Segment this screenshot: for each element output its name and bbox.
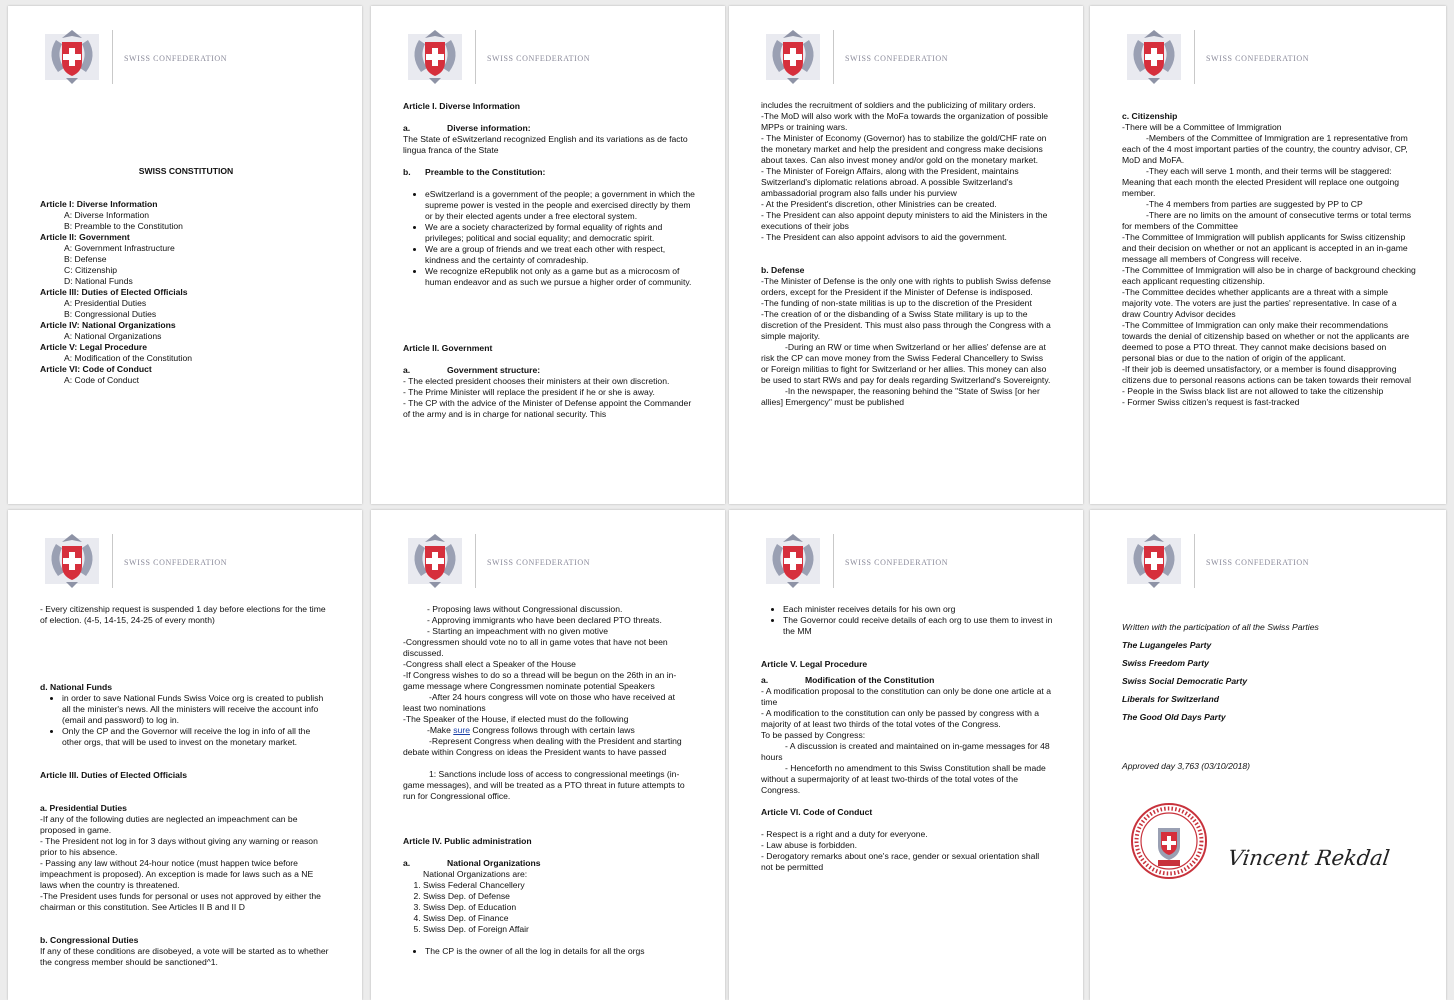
party-name: Swiss Freedom Party bbox=[1122, 658, 1209, 668]
paragraph: - The Prime Minister will replace the president if he or she is away. bbox=[403, 387, 655, 397]
page-header bbox=[763, 530, 1063, 600]
header-text: SWISS CONFEDERATION bbox=[1206, 54, 1310, 63]
approval-date: Approved day 3,763 (03/10/2018) bbox=[1122, 761, 1251, 771]
section-heading: National Organizations bbox=[447, 858, 541, 868]
paragraph: -If any of the following duties are neglected an impeachment can be proposed in game. bbox=[40, 814, 298, 835]
toc-item: A: Presidential Duties bbox=[64, 298, 147, 308]
section-heading: Modification of the Constitution bbox=[805, 675, 935, 685]
list-item: • Only the CP and the Governor will receive the log in info of all the other orgs, that will be used to invest on the monetary market. bbox=[62, 726, 332, 748]
paragraph: If any of these conditions are disobeyed, a vote will be started as to whether the congress member should be sanctioned^1. bbox=[40, 946, 329, 967]
paragraph: To be passed by Congress: bbox=[761, 730, 866, 740]
section-heading: b. Congressional Duties bbox=[40, 935, 139, 945]
paragraph: Congress follows through with certain laws bbox=[469, 725, 635, 735]
paragraph: National Organizations are: bbox=[423, 869, 528, 879]
page-header bbox=[763, 26, 1063, 96]
header-text: SWISS CONFEDERATION bbox=[124, 54, 228, 63]
page-header bbox=[42, 26, 342, 96]
paragraph: - The President can also appoint deputy ministers to aid the Ministers in the executions of their jobs bbox=[761, 210, 1048, 231]
toc-item: B: Defense bbox=[64, 254, 107, 264]
section-heading: a. Presidential Duties bbox=[40, 803, 127, 813]
paragraph: -The Committee decides whether applicants are a threat with a simple majority vote. The voters are just the parties' representative. In case of a draw Country Advisor decides bbox=[1122, 287, 1397, 319]
paragraph: -Congress shall elect a Speaker of the House bbox=[403, 659, 576, 669]
paragraph: sure bbox=[453, 725, 470, 735]
swiss-confederation-crest-icon bbox=[42, 26, 102, 88]
list-item: • We recognize eRepublik not only as a game but as a microcosm of human endeavor and as such we pursue a higher order of community. bbox=[425, 266, 695, 288]
list-item: • in order to save National Funds Swiss Voice org is created to publish all the minister's news. All the ministers will receive the account info (email and password) to log in. bbox=[62, 693, 332, 726]
paragraph: -The funding of non-state militias is up to the discretion of the President bbox=[761, 298, 1032, 308]
section-heading: Preamble to the Constitution: bbox=[425, 167, 546, 177]
toc-article-2: Article II: Government bbox=[40, 232, 130, 242]
header-text: SWISS CONFEDERATION bbox=[487, 54, 591, 63]
section-heading: c. Citizenship bbox=[1122, 111, 1178, 121]
paragraph: - Approving immigrants who have been declared PTO threats. bbox=[427, 615, 662, 625]
page-header bbox=[42, 530, 342, 600]
paragraph: - Respect is a right and a duty for everyone. bbox=[761, 829, 928, 839]
presidential-seal-icon bbox=[1130, 802, 1208, 880]
section-letter: a. bbox=[403, 858, 411, 868]
paragraph: -The 4 members from parties are suggested by PP to CP bbox=[1146, 199, 1363, 209]
article-heading: Article IV. Public administration bbox=[403, 836, 532, 846]
paragraph: -After 24 hours congress will vote on those who have received at least two nominations bbox=[403, 692, 676, 713]
paragraph: - A modification to the constitution can only be passed by congress with a majority of at least two thirds of the total votes of the Congress. bbox=[761, 708, 1040, 729]
credits-intro: Written with the participation of all the Swiss Parties bbox=[1122, 622, 1319, 632]
header-text: SWISS CONFEDERATION bbox=[845, 558, 949, 567]
list-item: 4. Swiss Dep. of Finance bbox=[423, 913, 695, 924]
paragraph: -During an RW or time when Switzerland or her allies' defense are at risk the CP can move money from the Swiss Federal Chancellery to Swiss or Foreign militias to fight for Switzerland or her allies. This money can also be used to start RWs and pay for deals regarding Switzerland's Sovereignty. bbox=[761, 342, 1051, 385]
page-8 bbox=[1090, 510, 1446, 1000]
page-1 bbox=[8, 6, 362, 504]
swiss-confederation-crest-icon bbox=[1124, 26, 1184, 88]
paragraph: -They each will serve 1 month, and their terms will be staggered: Meaning that each month the elected President will replace one outgoing member. bbox=[1122, 166, 1400, 198]
list-item: 5. Swiss Dep. of Foreign Affair bbox=[423, 924, 695, 935]
paragraph: -There are no limits on the amount of consecutive terms or total terms for members of the Committee bbox=[1122, 210, 1412, 231]
swiss-confederation-crest-icon bbox=[42, 530, 102, 592]
paragraph: includes the recruitment of soldiers and the publicizing of military orders. bbox=[761, 100, 1036, 110]
article-heading: Article V. Legal Procedure bbox=[761, 659, 868, 669]
toc-item: B: Congressional Duties bbox=[64, 309, 157, 319]
paragraph: -The Committee of Immigration will also be in charge of background checking each applicant requesting citizenship. bbox=[1122, 265, 1416, 286]
paragraph: -There will be a Committee of Immigration bbox=[1122, 122, 1282, 132]
header-text: SWISS CONFEDERATION bbox=[1206, 558, 1310, 567]
article-heading: Article III. Duties of Elected Officials bbox=[40, 770, 188, 780]
toc-article-5: Article V: Legal Procedure bbox=[40, 342, 147, 352]
paragraph: -If Congress wishes to do so a thread will be begun on the 26th in an in-game message where Congressmen nominate potential Speakers bbox=[403, 670, 677, 691]
page-header bbox=[1124, 530, 1424, 600]
section-heading: Government structure: bbox=[447, 365, 541, 375]
paragraph: - A discussion is created and maintained on in-game messages for 48 hours bbox=[761, 741, 1050, 762]
paragraph: - People in the Swiss black list are not allowed to take the citizenship bbox=[1122, 386, 1384, 396]
footnote: 1: Sanctions include loss of access to congressional meetings (in-game messages), and will be treated as a PTO threat in future attempts to run for Congressional office. bbox=[403, 769, 685, 801]
list-item: 3. Swiss Dep. of Education bbox=[423, 902, 695, 913]
page-header bbox=[405, 26, 705, 96]
document-title: SWISS CONSTITUTION bbox=[138, 166, 234, 176]
section-letter: a. bbox=[403, 123, 411, 133]
toc-article-6: Article VI: Code of Conduct bbox=[40, 364, 152, 374]
toc-article-1: Article I: Diverse Information bbox=[40, 199, 158, 209]
paragraph: - The President not log in for 3 days without giving any warning or reason prior to his absence. bbox=[40, 836, 318, 857]
list-item: • Each minister receives details for his own org bbox=[783, 604, 1053, 615]
paragraph: -The Committee of Immigration will publish applicants for Swiss citizenship and their decision on whether or not an applicant is accepted in an in-game message all members of Congress will receive. bbox=[1122, 232, 1408, 264]
paragraph: - Former Swiss citizen's request is fast-tracked bbox=[1122, 397, 1300, 407]
paragraph: -The Speaker of the House, if elected must do the following bbox=[403, 714, 629, 724]
party-name: The Lugangeles Party bbox=[1122, 640, 1212, 650]
paragraph: -Represent Congress when dealing with the President and starting debate within Congress on ideas the President wants to have passed bbox=[403, 736, 682, 757]
toc-item: A: Code of Conduct bbox=[64, 375, 140, 385]
paragraph: - Starting an impeachment with no given motive bbox=[427, 626, 609, 636]
list-item: • The CP is the owner of all the log in details for all the orgs bbox=[425, 946, 695, 957]
paragraph: -In the newspaper, the reasoning behind the "State of Swiss [or her allies] Emergency" must be published bbox=[761, 386, 1040, 407]
paragraph: - At the President's discretion, other Ministries can be created. bbox=[761, 199, 997, 209]
list-item: • eSwitzerland is a government of the people; a government in which the supreme power is vested in the people and exercised directly by them or by their elected agents under a free electoral system. bbox=[425, 189, 695, 222]
page-header bbox=[405, 530, 705, 600]
toc-item: C: Citizenship bbox=[64, 265, 118, 275]
list-item: 1. Swiss Federal Chancellery bbox=[423, 880, 695, 891]
paragraph: -Make bbox=[427, 725, 454, 735]
paragraph: - The elected president chooses their ministers at their own discretion. bbox=[403, 376, 670, 386]
paragraph: -The creation of or the disbanding of a Swiss State military is up to the discretion of the President. This must also pass through the Congress with a simple majority. bbox=[761, 309, 1051, 341]
paragraph: - Henceforth no amendment to this Swiss Constitution shall be made without a supermajority of at least two-thirds of the total votes of the Congress. bbox=[761, 763, 1046, 795]
page-5 bbox=[8, 510, 362, 1000]
swiss-confederation-crest-icon bbox=[1124, 530, 1184, 592]
toc-item: A: Modification of the Constitution bbox=[64, 353, 193, 363]
list-item: 2. Swiss Dep. of Defense bbox=[423, 891, 695, 902]
page-header bbox=[1124, 26, 1424, 96]
toc-item: A: National Organizations bbox=[64, 331, 162, 341]
party-name: Swiss Social Democratic Party bbox=[1122, 676, 1248, 686]
header-text: SWISS CONFEDERATION bbox=[124, 558, 228, 567]
toc-item: D: National Funds bbox=[64, 276, 133, 286]
page-7 bbox=[729, 510, 1083, 1000]
toc-item: A: Government Infrastructure bbox=[64, 243, 175, 253]
list-item: • We are a society characterized by formal equality of rights and privileges; political and social equality; and democratic spirit. bbox=[425, 222, 695, 244]
paragraph: -The Committee of Immigration can only make their recommendations towards the denial of citizenship based on whether or not the applicants are deemed to pose a PTO threat. They cannot make decisions based on personal bias or due to the nation of origin of the applicant. bbox=[1122, 320, 1410, 363]
section-heading: b. Defense bbox=[761, 265, 805, 275]
section-letter: a. bbox=[403, 365, 411, 375]
paragraph: - The Minister of Economy (Governor) has to stabilize the gold/CHF rate on the monetary market and help the president and congress make decisions about taxes. Can also invest money and/or gold on the monetary market. bbox=[761, 133, 1047, 165]
page-2 bbox=[371, 6, 725, 504]
page-6 bbox=[371, 510, 725, 1000]
page-3 bbox=[729, 6, 1083, 504]
section-letter: a. bbox=[761, 675, 769, 685]
header-text: SWISS CONFEDERATION bbox=[845, 54, 949, 63]
paragraph: - Law abuse is forbidden. bbox=[761, 840, 858, 850]
swiss-confederation-crest-icon bbox=[405, 530, 465, 592]
paragraph: -The MoD will also work with the MoFa towards the organization of possible MPPs or training wars. bbox=[761, 111, 1049, 132]
paragraph: -Members of the Committee of Immigration are 1 representative from each of the 4 most important parties of the country, the country advisor, CP, MoD and MoFA. bbox=[1122, 133, 1408, 165]
paragraph: - The CP with the advice of the Minister of Defense appoint the Commander of the army and is in charge for national security. This bbox=[403, 398, 692, 419]
article-heading: Article I. Diverse Information bbox=[403, 101, 521, 111]
paragraph: - A modification proposal to the constitution can only be done one article at a time bbox=[761, 686, 1051, 707]
article-heading: Article II. Government bbox=[403, 343, 493, 353]
swiss-confederation-crest-icon bbox=[763, 26, 823, 88]
paragraph: -The President uses funds for personal or uses not approved by either the chairman or this constitution. See Articles II B and II D bbox=[40, 891, 321, 912]
paragraph: - The Minister of Foreign Affairs, along with the President, maintains Switzerland's diplomatic relations abroad. A possible Switzerland's ambassadorial program also falls under his purview bbox=[761, 166, 1019, 198]
paragraph: -If their job is deemed unsatisfactory, or a member is found disapproving citizens due to personal reasons actions can be taken towards their removal bbox=[1122, 364, 1412, 385]
swiss-confederation-crest-icon bbox=[763, 530, 823, 592]
signature: Vincent Rekdal bbox=[1226, 846, 1392, 870]
paragraph: - Passing any law without 24-hour notice (must happen twice before impeachment is proposed). An exception is made for laws such as a NE laws when the country is threatened. bbox=[40, 858, 314, 890]
paragraph: -The Minister of Defense is the only one with rights to publish Swiss defense orders, except for the President if the Minister of Defense is indisposed. bbox=[761, 276, 1051, 297]
party-name: The Good Old Days Party bbox=[1122, 712, 1226, 722]
paragraph: The State of eSwitzerland recognized English and its variations as de facto lingua franca of the State bbox=[403, 134, 688, 155]
paragraph: - Every citizenship request is suspended 1 day before elections for the time of election. (4-5, 14-15, 24-25 of every month) bbox=[40, 604, 326, 625]
toc-item: A: Diverse Information bbox=[64, 210, 150, 220]
party-name: Liberals for Switzerland bbox=[1122, 694, 1219, 704]
header-text: SWISS CONFEDERATION bbox=[487, 558, 591, 567]
toc-article-4: Article IV: National Organizations bbox=[40, 320, 176, 330]
paragraph: -Congressmen should vote no to all in game votes that have not been discussed. bbox=[403, 637, 668, 658]
paragraph: - Derogatory remarks about one's race, gender or sexual orientation shall not be permitted bbox=[761, 851, 1040, 872]
paragraph: - The President can also appoint advisors to aid the government. bbox=[761, 232, 1007, 242]
toc-item: B: Preamble to the Constitution bbox=[64, 221, 183, 231]
page-4 bbox=[1090, 6, 1446, 504]
section-letter: b. bbox=[403, 167, 411, 177]
paragraph: - Proposing laws without Congressional discussion. bbox=[427, 604, 623, 614]
section-heading: Diverse information: bbox=[447, 123, 531, 133]
swiss-confederation-crest-icon bbox=[405, 26, 465, 88]
article-heading: Article VI. Code of Conduct bbox=[761, 807, 873, 817]
list-item: • We are a group of friends and we treat each other with respect, kindness and the certainty of comradeship. bbox=[425, 244, 695, 266]
list-item: • The Governor could receive details of each org to use them to invest in the MM bbox=[783, 615, 1053, 637]
toc-article-3: Article III: Duties of Elected Officials bbox=[40, 287, 188, 297]
section-heading: d. National Funds bbox=[40, 682, 113, 692]
